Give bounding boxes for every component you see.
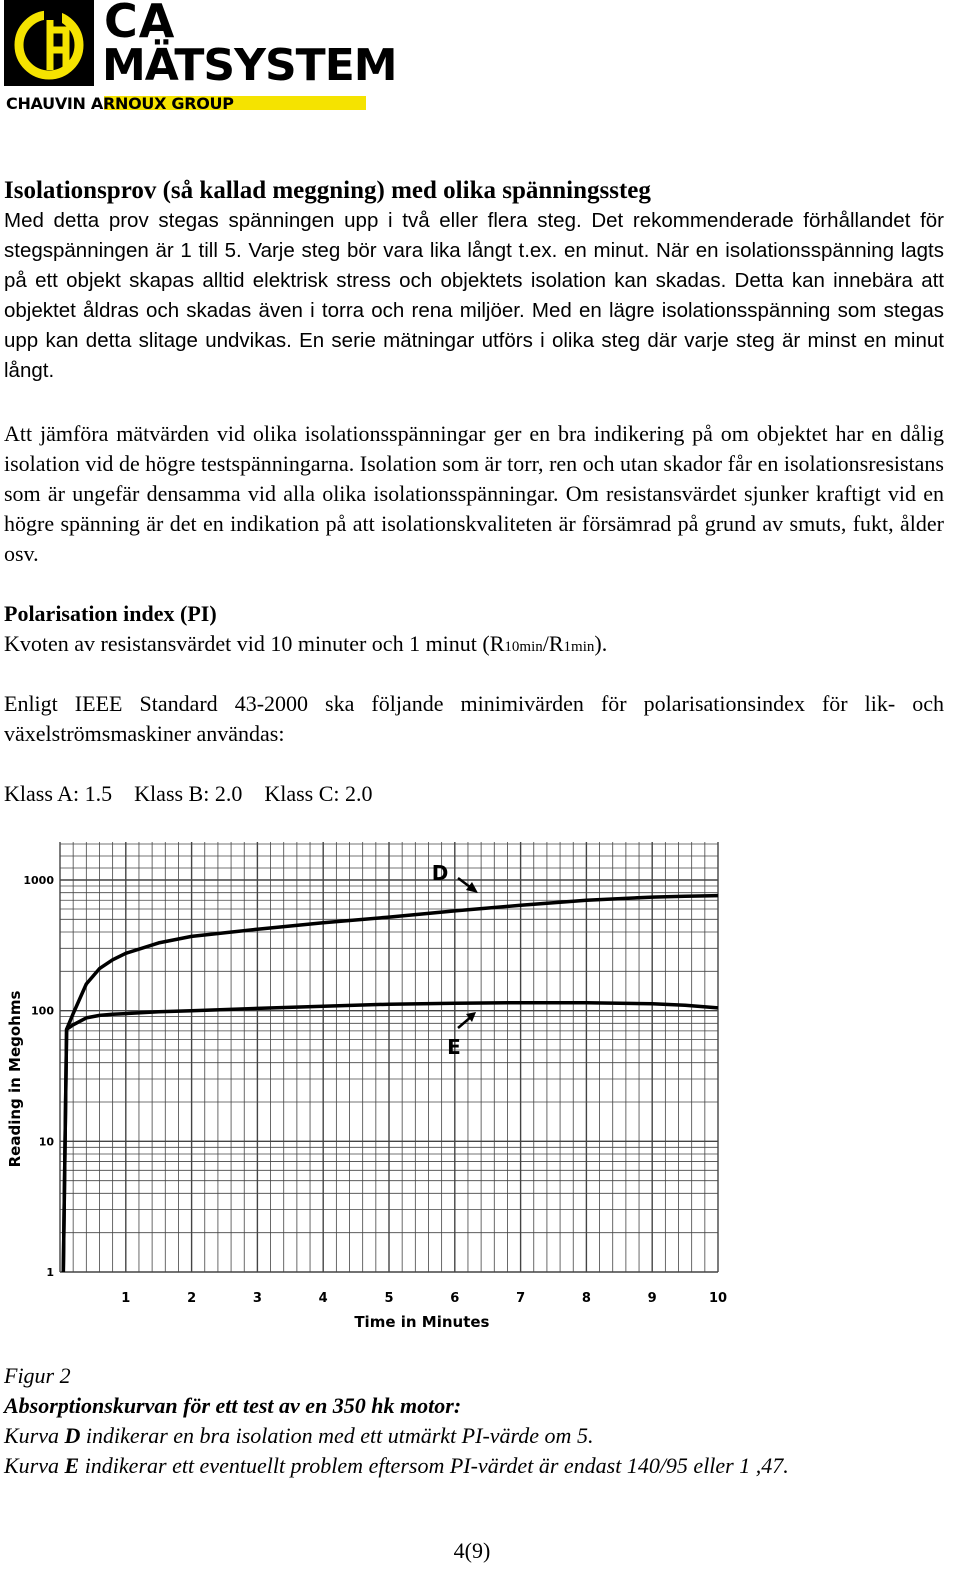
figure-label: Figur 2 <box>4 1363 71 1388</box>
logo-group-text: CHAUVIN ARNOUX GROUP <box>6 94 234 113</box>
paragraph: Att jämföra mätvärden vid olika isolationsspänningar ger en bra indikering på om objektet har en dålig isolation vid de högre testspänningarna. Isolation som är torr, ren och utan skador får en isolationsresistans som är ungefär densamma vid alla olika isolationsspänningar. Om resistansvärdet sjunker kraftigt vid en högre spänning är det en indikation på att isolationskvaliteten är försämrad på grund av smuts, fukt, ålder osv. <box>4 421 944 566</box>
y-tick-label: 1 <box>46 1266 54 1279</box>
x-tick-label: 5 <box>384 1291 394 1306</box>
y-axis-label: Reading in Megohms <box>6 990 24 1168</box>
logo-text-ca: CA <box>104 0 176 48</box>
figure-caption <box>4 1361 944 1481</box>
section-step-voltage <box>4 176 944 386</box>
x-tick-label: 2 <box>187 1291 197 1306</box>
paragraph: Enligt IEEE Standard 43-2000 ska följande minimivärden för polarisationsindex för lik- och växelströmsmaskiner användas: <box>4 691 944 746</box>
x-tick-label: 1 <box>121 1291 131 1306</box>
y-tick-label: 10 <box>38 1135 54 1149</box>
y-tick-label: 100 <box>31 1004 54 1018</box>
curve-d <box>63 896 718 1272</box>
logo-text-matsystem: MÄTSYSTEM <box>102 40 397 91</box>
caption-line-d: Kurva D indikerar en bra isolation med ett utmärkt PI-värde om 5. <box>4 1423 594 1448</box>
section-polarisation-index <box>4 599 944 662</box>
y-tick-label: 1000 <box>23 874 54 887</box>
series-label-d: D <box>431 861 449 885</box>
section-heading: Polarisation index (PI) <box>4 601 217 626</box>
section-heading: Isolationsprov (så kallad meggning) med olika spänningssteg <box>4 177 651 204</box>
x-tick-label: 10 <box>708 1291 728 1306</box>
series-label-e: E <box>447 1035 461 1059</box>
x-tick-label: 9 <box>647 1291 657 1306</box>
chart-svg <box>0 832 730 1332</box>
page-number: 4(9) <box>453 1538 491 1563</box>
class-values: Klass A: 1.5 Klass B: 2.0 Klass C: 2.0 <box>4 781 373 806</box>
absorption-chart <box>0 832 730 1332</box>
company-logo <box>4 0 397 118</box>
logo-mark <box>4 0 94 86</box>
curve-e <box>63 1003 718 1272</box>
x-tick-label: 6 <box>450 1291 460 1306</box>
x-tick-label: 4 <box>318 1291 328 1306</box>
pi-definition: Kvoten av resistansvärdet vid 10 minuter och 1 minut (R10min/R1min). <box>4 631 608 656</box>
x-axis-label: Time in Minutes <box>354 1313 490 1331</box>
x-tick-label: 3 <box>252 1291 262 1306</box>
paragraph: Med detta prov stegas spänningen upp i två eller flera steg. Det rekommenderade förhållandet för stegspänningen är 1 till 5. Varje steg bör vara lika långt t.ex. en minut. När en isolationsspänning lagts på ett objekt skapas alltid elektrisk stress och objektets isolation kan skadas. Detta kan innebära att objektet åldras och skadas även i torra och rena miljöer. Med en lägre isolationsspänning som stegas upp kan detta slitage undvikas. En serie mätningar utförs i olika steg där varje steg är minst en minut långt. <box>4 209 944 382</box>
figure-title: Absorptionskurvan för ett test av en 350 hk motor: <box>4 1393 462 1418</box>
caption-line-e: Kurva E indikerar ett eventuellt problem eftersom PI-värdet är endast 140/95 eller 1 ,47. <box>4 1453 789 1478</box>
x-tick-label: 7 <box>516 1291 526 1306</box>
x-tick-label: 8 <box>581 1291 591 1306</box>
